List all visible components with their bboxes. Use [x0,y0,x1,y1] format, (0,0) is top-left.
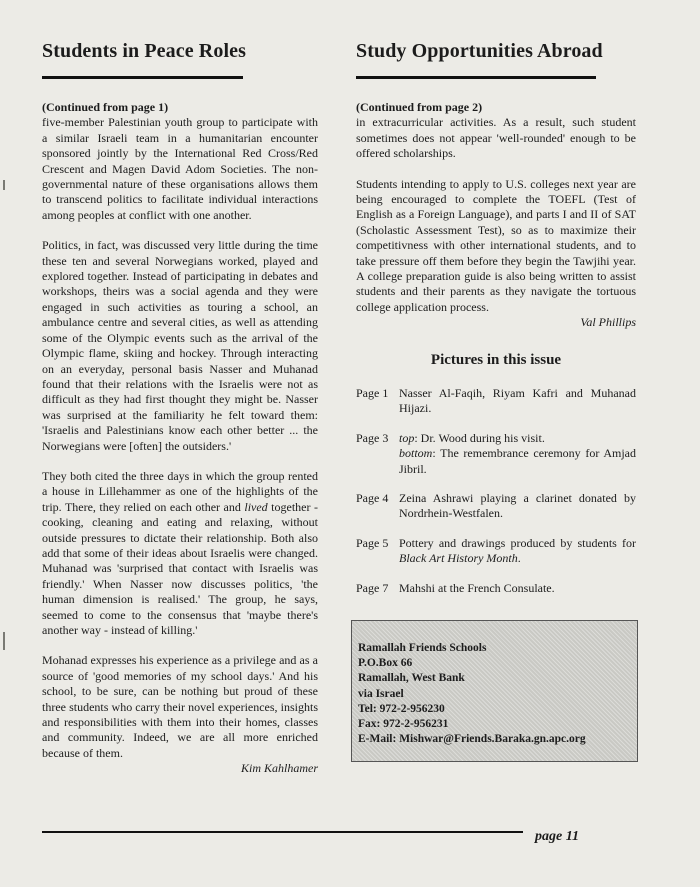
left-article-title: Students in Peace Roles [42,40,246,62]
scan-edge-mark [3,632,5,650]
left-paragraph-1: (Continued from page 1) five-member Palestinian youth group to participate with a similar Israeli team in a humanitarian encounter sponsored jointly by the International Red Cross/Red Crescent and Magen David Adom Societies. The non-governmental nature of these organisations allows them to transcend politics to facilitate individual interactions among peoples at conflict with one another. [42,100,318,222]
pictures-list [356,386,636,610]
contact-fax: Fax: 972-2-956231 [358,718,449,731]
picture-description: Zeina Ashrawi playing a clarinet donated by Nordrhein-Westfalen. [399,491,636,521]
list-item [356,581,636,596]
picture-description: top: Dr. Wood during his visit. bottom: The remembrance ceremony for Amjad Jibril. [399,430,636,476]
contact-tel: Tel: 972-2-956230 [358,702,445,715]
left-paragraph-3: They both cited the three days in which the group rented a house in Lillehammer as one of the highlights of the trip. There, they relied on each other and lived together - cooking, cleaning and eating and relaxing, without outside pressures to dictate their relationship. Both also add that some of their ideas about Israelis were changed. Muhanad was 'surprised that contact with Israelis was friendly.' When Nasser now discusses politics, 'the human dimension is realised.' The group, he says, seemed to come to the consensus that 'maybe there's another way - instead of killing.' [42,468,318,637]
right-continued-label: (Continued from page 2) [356,100,483,114]
picture-page-ref: Page 7 [356,580,389,595]
list-item [356,386,636,417]
right-article-title: Study Opportunities Abroad [356,40,603,62]
right-article-body [356,100,636,346]
list-item [356,491,636,522]
picture-page-ref: Page 3 [356,430,389,445]
contact-box [351,620,638,762]
left-author: Kim Kahlhamer [240,761,318,776]
footer-rule [42,831,523,833]
right-paragraph-2: Students intending to apply to U.S. colleges next year are being encouraged to complete the TOEFL (Test of English as a Foreign Language), and parts I and II of SAT (Scholastic Assessment Test), so as to maximize their competitivness with other international students, and to take pressure off them before they begin the Tawjihi year. A college preparation guide is also being written to assist students and their parents as they navigate the tortuous college application process. Val Phillips [356,176,636,330]
list-item [356,431,636,477]
contact-via: via Israel [358,687,404,700]
contact-school-name: Ramallah Friends Schools [358,642,487,654]
picture-description: Nasser Al-Faqih, Riyam Kafri and Muhanad Hijazi. [399,386,636,416]
picture-description: Mahshi at the French Consulate. [399,580,555,595]
page-number: page 11 [535,829,579,844]
picture-description: Pottery and drawings produced by students for Black Art History Month. [399,535,636,566]
left-paragraph-2: Politics, in fact, was discussed very little during the time these ten and several Norwegians worked, played and explored together. Instead of participating in debates and workshops, theirs was a social agenda and they were engaged in such activities as touring a school, an ambulance centre and several cities, as well as attending some of the Olympic events such as the arrival of the Olympic flame, skiing and hockey. Through interacting on an everyday, personal basis Nasser and Muhanad found that their relations with the Israelis were not as difficult as they had first thought they might be. Nasser was surprised at the familiarity he felt toward them: 'Israelis and Palestinians know each other better ... the Norwegians were [often] the outsiders.' [42,238,318,453]
contact-email: E-Mail: Mishwar@Friends.Baraka.gn.apc.org [358,733,586,746]
picture-page-ref: Page 5 [356,535,389,550]
left-article-body [42,100,318,792]
right-title-rule [356,76,596,79]
left-title-rule [42,76,243,79]
right-paragraph-1: (Continued from page 2) in extracurricular activities. As a result, such student sometimes does not appear 'well-rounded' enough to be offered scholarships. [356,100,636,161]
picture-page-ref: Page 4 [356,491,389,506]
scan-edge-mark [3,180,5,190]
pictures-section-title: Pictures in this issue [430,352,562,368]
contact-po-box: P.O.Box 66 [358,657,413,670]
contact-lines [358,641,586,747]
picture-page-ref: Page 1 [356,386,389,400]
left-paragraph-4: Mohanad expresses his experience as a privilege and as a source of 'good memories of my school days.' And his school, to be sure, can be nothing but proud of these three students who carry their novel experiences, insights and responsibilities with them into their homes, classes and community. Indeed, we are all more enriched because of them. Kim Kahlhamer [42,653,318,776]
contact-city: Ramallah, West Bank [358,672,465,685]
left-continued-label: (Continued from page 1) [42,100,169,114]
right-author: Val Phillips [580,315,636,330]
list-item [356,536,636,567]
